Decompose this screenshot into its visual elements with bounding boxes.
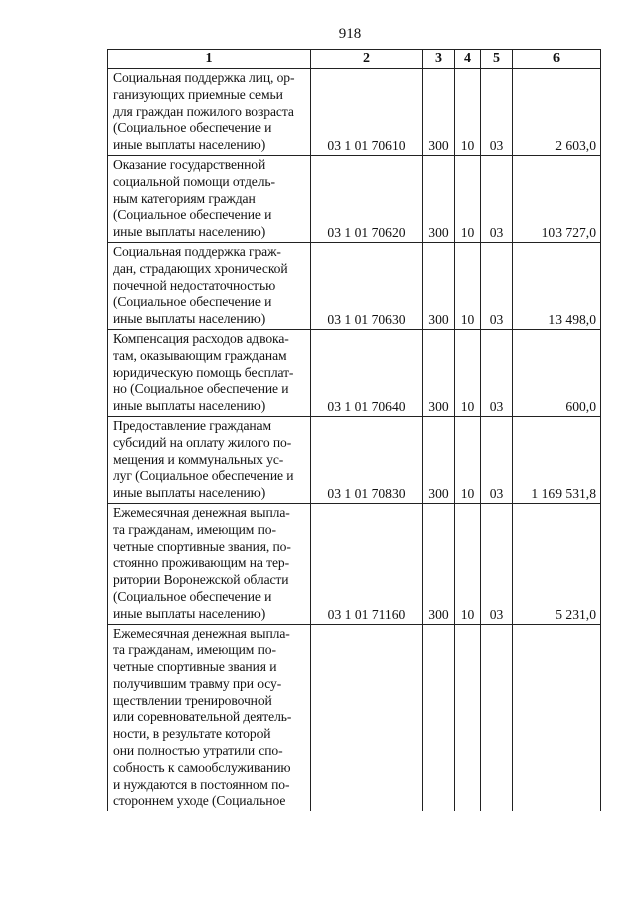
column-header-4: 4	[455, 50, 481, 69]
subsection-cell: 03	[481, 503, 513, 624]
target-code-cell	[311, 624, 423, 811]
description-line: иные выплаты населению)	[113, 137, 266, 153]
description-line: ным категориям граждан	[113, 190, 256, 206]
description-line: иные выплаты населению)	[113, 311, 266, 327]
description-line: та гражданам, имеющим по-	[113, 642, 276, 658]
description-line: луг (Социальное обеспечение и	[113, 468, 294, 484]
section-cell: 10	[455, 155, 481, 242]
section-cell: 10	[455, 416, 481, 503]
description-line: для граждан пожилого возраста	[113, 103, 294, 119]
target-code-cell: 03 1 01 70830	[311, 416, 423, 503]
description-line: ществлении тренировочной	[113, 692, 272, 708]
description-line: (Социальное обеспечение и	[113, 294, 272, 310]
description-line: юридическую помощь бесплат-	[113, 364, 294, 380]
section-cell: 10	[455, 329, 481, 416]
row-description	[108, 155, 311, 242]
description-line: или соревновательной деятель-	[113, 709, 292, 725]
section-cell: 10	[455, 69, 481, 156]
description-line: стороннем уходе (Социальное	[113, 793, 286, 809]
row-description	[108, 416, 311, 503]
amount-cell: 1 169 531,8	[513, 416, 601, 503]
description-line: Ежемесячная денежная выпла-	[113, 504, 290, 520]
row-description	[108, 624, 311, 811]
section-cell: 10	[455, 242, 481, 329]
description-line: Оказание государственной	[113, 156, 266, 172]
table-row	[108, 416, 601, 503]
description-line: Компенсация расходов адвока-	[113, 330, 289, 346]
amount-cell: 103 727,0	[513, 155, 601, 242]
row-description	[108, 329, 311, 416]
subsection-cell: 03	[481, 329, 513, 416]
row-description	[108, 503, 311, 624]
target-code-cell: 03 1 01 70630	[311, 242, 423, 329]
description-line: мещения и коммунальных ус-	[113, 451, 284, 467]
expense-type-cell: 300	[423, 416, 455, 503]
subsection-cell: 03	[481, 155, 513, 242]
table-row	[108, 624, 601, 811]
subsection-cell: 03	[481, 242, 513, 329]
description-line: иные выплаты населению)	[113, 398, 266, 414]
description-line: иные выплаты населению)	[113, 605, 266, 621]
description-line: дан, страдающих хронической	[113, 260, 288, 276]
target-code-cell: 03 1 01 70610	[311, 69, 423, 156]
column-header-5: 5	[481, 50, 513, 69]
description-line: Социальная поддержка лиц, ор-	[113, 70, 295, 85]
description-line: та гражданам, имеющим по-	[113, 521, 276, 537]
description-line: почечной недостаточностью	[113, 277, 276, 293]
description-line: Предоставление гражданам	[113, 417, 271, 433]
amount-cell: 5 231,0	[513, 503, 601, 624]
description-line: собность к самообслуживанию	[113, 759, 291, 775]
description-line: стоянно проживающим на тер-	[113, 555, 290, 571]
amount-cell: 2 603,0	[513, 69, 601, 156]
description-line: четные спортивные звания, по-	[113, 538, 291, 554]
description-line: Ежемесячная денежная выпла-	[113, 625, 290, 641]
description-line: Социальная поддержка граж-	[113, 243, 281, 259]
table-row	[108, 242, 601, 329]
column-header-6: 6	[513, 50, 601, 69]
amount-cell: 13 498,0	[513, 242, 601, 329]
description-line: ганизующих приемные семьи	[113, 86, 283, 102]
expense-type-cell: 300	[423, 155, 455, 242]
column-header-2: 2	[311, 50, 423, 69]
description-line: они полностью утратили спо-	[113, 743, 283, 759]
subsection-cell: 03	[481, 416, 513, 503]
subsection-cell: 03	[481, 69, 513, 156]
description-line: иные выплаты населению)	[113, 485, 266, 501]
description-line: там, оказывающим гражданам	[113, 347, 287, 363]
expense-type-cell	[423, 624, 455, 811]
target-code-cell: 03 1 01 71160	[311, 503, 423, 624]
description-line: и нуждаются в постоянном по-	[113, 776, 290, 792]
description-line: (Социальное обеспечение и	[113, 588, 272, 604]
description-line: но (Социальное обеспечение и	[113, 381, 289, 397]
expense-type-cell: 300	[423, 503, 455, 624]
row-description	[108, 69, 311, 156]
expense-type-cell: 300	[423, 69, 455, 156]
description-line: ности, в результате которой	[113, 726, 271, 742]
row-description	[108, 242, 311, 329]
section-cell	[455, 624, 481, 811]
column-header-1: 1	[108, 50, 311, 69]
subsection-cell	[481, 624, 513, 811]
amount-cell: 600,0	[513, 329, 601, 416]
table-row	[108, 503, 601, 624]
target-code-cell: 03 1 01 70620	[311, 155, 423, 242]
column-header-3: 3	[423, 50, 455, 69]
description-line: (Социальное обеспечение и	[113, 120, 272, 136]
description-line: получившим травму при осу-	[113, 675, 282, 691]
amount-cell	[513, 624, 601, 811]
description-line: социальной помощи отдель-	[113, 173, 275, 189]
header-row	[108, 50, 601, 69]
target-code-cell: 03 1 01 70640	[311, 329, 423, 416]
description-line: ритории Воронежской области	[113, 572, 289, 588]
section-cell: 10	[455, 503, 481, 624]
table-row	[108, 69, 601, 156]
description-line: (Социальное обеспечение и	[113, 207, 272, 223]
table-row	[108, 329, 601, 416]
description-line: иные выплаты населению)	[113, 224, 266, 240]
page-number: 918	[338, 26, 362, 42]
description-line: субсидий на оплату жилого по-	[113, 434, 292, 450]
budget-table	[107, 49, 601, 811]
description-line: четные спортивные звания и	[113, 659, 277, 675]
expense-type-cell: 300	[423, 329, 455, 416]
expense-type-cell: 300	[423, 242, 455, 329]
table-row	[108, 155, 601, 242]
